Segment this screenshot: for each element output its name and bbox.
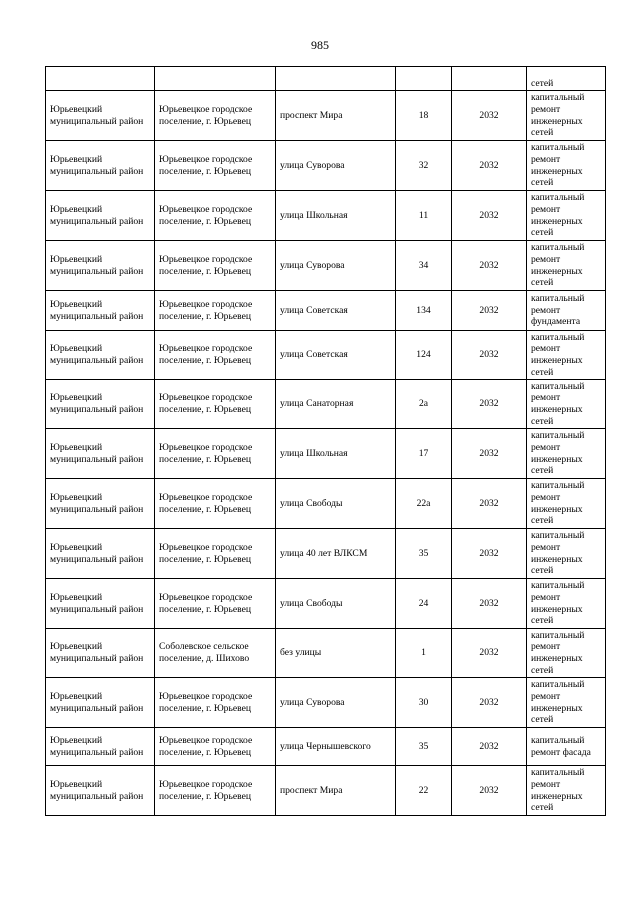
table-row — [46, 380, 606, 429]
year-cell: 2032 — [452, 380, 527, 429]
district-cell — [46, 67, 155, 91]
house-cell: 30 — [396, 678, 452, 728]
district-cell: Юрьевецкий муниципальный район — [46, 479, 155, 529]
street-cell: улица Суворова — [276, 141, 396, 191]
street-cell: улица Санаторная — [276, 380, 396, 429]
district-cell: Юрьевецкий муниципальный район — [46, 429, 155, 479]
district-cell: Юрьевецкий муниципальный район — [46, 291, 155, 331]
district-cell: Юрьевецкий муниципальный район — [46, 766, 155, 816]
street-cell: улица 40 лет ВЛКСМ — [276, 529, 396, 579]
work-cell: капитальный ремонт фасада — [527, 728, 606, 766]
house-cell: 1 — [396, 629, 452, 678]
house-cell: 22 — [396, 766, 452, 816]
table-row — [46, 141, 606, 191]
district-cell: Юрьевецкий муниципальный район — [46, 141, 155, 191]
year-cell: 2032 — [452, 678, 527, 728]
street-cell — [276, 67, 396, 91]
street-cell: улица Советская — [276, 291, 396, 331]
district-cell: Юрьевецкий муниципальный район — [46, 380, 155, 429]
house-cell: 18 — [396, 91, 452, 141]
district-cell: Юрьевецкий муниципальный район — [46, 728, 155, 766]
table-body — [46, 67, 606, 816]
settlement-cell: Юрьевецкое городское поселение, г. Юрьевец — [155, 429, 276, 479]
work-cell: капитальный ремонт инженерных сетей — [527, 579, 606, 629]
year-cell: 2032 — [452, 728, 527, 766]
work-cell: капитальный ремонт инженерных сетей — [527, 678, 606, 728]
year-cell: 2032 — [452, 766, 527, 816]
street-cell: улица Суворова — [276, 241, 396, 291]
house-cell: 124 — [396, 331, 452, 380]
work-cell: капитальный ремонт инженерных сетей — [527, 191, 606, 241]
district-cell: Юрьевецкий муниципальный район — [46, 331, 155, 380]
work-cell: капитальный ремонт инженерных сетей — [527, 91, 606, 141]
district-cell: Юрьевецкий муниципальный район — [46, 629, 155, 678]
house-cell: 134 — [396, 291, 452, 331]
street-cell: улица Советская — [276, 331, 396, 380]
district-cell: Юрьевецкий муниципальный район — [46, 191, 155, 241]
work-cell: капитальный ремонт фундамента — [527, 291, 606, 331]
settlement-cell: Юрьевецкое городское поселение, г. Юрьевец — [155, 331, 276, 380]
work-cell: капитальный ремонт инженерных сетей — [527, 766, 606, 816]
street-cell: улица Свободы — [276, 479, 396, 529]
work-cell: капитальный ремонт инженерных сетей — [527, 380, 606, 429]
settlement-cell: Юрьевецкое городское поселение, г. Юрьевец — [155, 579, 276, 629]
settlement-cell: Юрьевецкое городское поселение, г. Юрьевец — [155, 241, 276, 291]
house-cell: 32 — [396, 141, 452, 191]
house-cell: 34 — [396, 241, 452, 291]
house-cell: 24 — [396, 579, 452, 629]
table-row — [46, 678, 606, 728]
table-row — [46, 291, 606, 331]
settlement-cell: Юрьевецкое городское поселение, г. Юрьевец — [155, 766, 276, 816]
settlement-cell: Юрьевецкое городское поселение, г. Юрьевец — [155, 678, 276, 728]
settlement-cell: Юрьевецкое городское поселение, г. Юрьевец — [155, 191, 276, 241]
street-cell: улица Школьная — [276, 191, 396, 241]
work-cell: капитальный ремонт инженерных сетей — [527, 141, 606, 191]
street-cell: проспект Мира — [276, 91, 396, 141]
year-cell: 2032 — [452, 191, 527, 241]
work-cell: капитальный ремонт инженерных сетей — [527, 529, 606, 579]
work-cell: капитальный ремонт инженерных сетей — [527, 331, 606, 380]
table-row — [46, 579, 606, 629]
house-cell — [396, 67, 452, 91]
year-cell: 2032 — [452, 529, 527, 579]
house-cell: 2а — [396, 380, 452, 429]
house-cell: 11 — [396, 191, 452, 241]
settlement-cell: Соболевское сельское поселение, д. Шихово — [155, 629, 276, 678]
year-cell: 2032 — [452, 429, 527, 479]
table-row — [46, 241, 606, 291]
table-row — [46, 429, 606, 479]
house-cell: 35 — [396, 529, 452, 579]
settlement-cell — [155, 67, 276, 91]
street-cell: улица Школьная — [276, 429, 396, 479]
house-cell: 22а — [396, 479, 452, 529]
street-cell: проспект Мира — [276, 766, 396, 816]
work-cell: капитальный ремонт инженерных сетей — [527, 479, 606, 529]
year-cell: 2032 — [452, 331, 527, 380]
settlement-cell: Юрьевецкое городское поселение, г. Юрьевец — [155, 291, 276, 331]
year-cell: 2032 — [452, 241, 527, 291]
street-cell: улица Суворова — [276, 678, 396, 728]
table-row — [46, 529, 606, 579]
house-cell: 17 — [396, 429, 452, 479]
district-cell: Юрьевецкий муниципальный район — [46, 678, 155, 728]
settlement-cell: Юрьевецкое городское поселение, г. Юрьевец — [155, 728, 276, 766]
table-row — [46, 191, 606, 241]
year-cell: 2032 — [452, 479, 527, 529]
table-row — [46, 331, 606, 380]
year-cell: 2032 — [452, 629, 527, 678]
work-cell: капитальный ремонт инженерных сетей — [527, 429, 606, 479]
work-cell: сетей — [527, 67, 606, 91]
district-cell: Юрьевецкий муниципальный район — [46, 529, 155, 579]
table-row — [46, 728, 606, 766]
street-cell: улица Чернышевского — [276, 728, 396, 766]
continuation-row — [46, 67, 606, 91]
page-number: 985 — [311, 38, 329, 52]
settlement-cell: Юрьевецкое городское поселение, г. Юрьевец — [155, 91, 276, 141]
settlement-cell: Юрьевецкое городское поселение, г. Юрьевец — [155, 529, 276, 579]
work-cell: капитальный ремонт инженерных сетей — [527, 241, 606, 291]
year-cell: 2032 — [452, 291, 527, 331]
street-cell: улица Свободы — [276, 579, 396, 629]
table-row — [46, 766, 606, 816]
table-row — [46, 91, 606, 141]
year-cell: 2032 — [452, 91, 527, 141]
district-cell: Юрьевецкий муниципальный район — [46, 241, 155, 291]
work-cell: капитальный ремонт инженерных сетей — [527, 629, 606, 678]
settlement-cell: Юрьевецкое городское поселение, г. Юрьевец — [155, 141, 276, 191]
table-row — [46, 479, 606, 529]
street-cell: без улицы — [276, 629, 396, 678]
table-row — [46, 629, 606, 678]
house-cell: 35 — [396, 728, 452, 766]
settlement-cell: Юрьевецкое городское поселение, г. Юрьевец — [155, 380, 276, 429]
district-cell: Юрьевецкий муниципальный район — [46, 579, 155, 629]
year-cell: 2032 — [452, 141, 527, 191]
settlement-cell: Юрьевецкое городское поселение, г. Юрьевец — [155, 479, 276, 529]
district-cell: Юрьевецкий муниципальный район — [46, 91, 155, 141]
buildings-table — [45, 66, 606, 816]
year-cell — [452, 67, 527, 91]
year-cell: 2032 — [452, 579, 527, 629]
